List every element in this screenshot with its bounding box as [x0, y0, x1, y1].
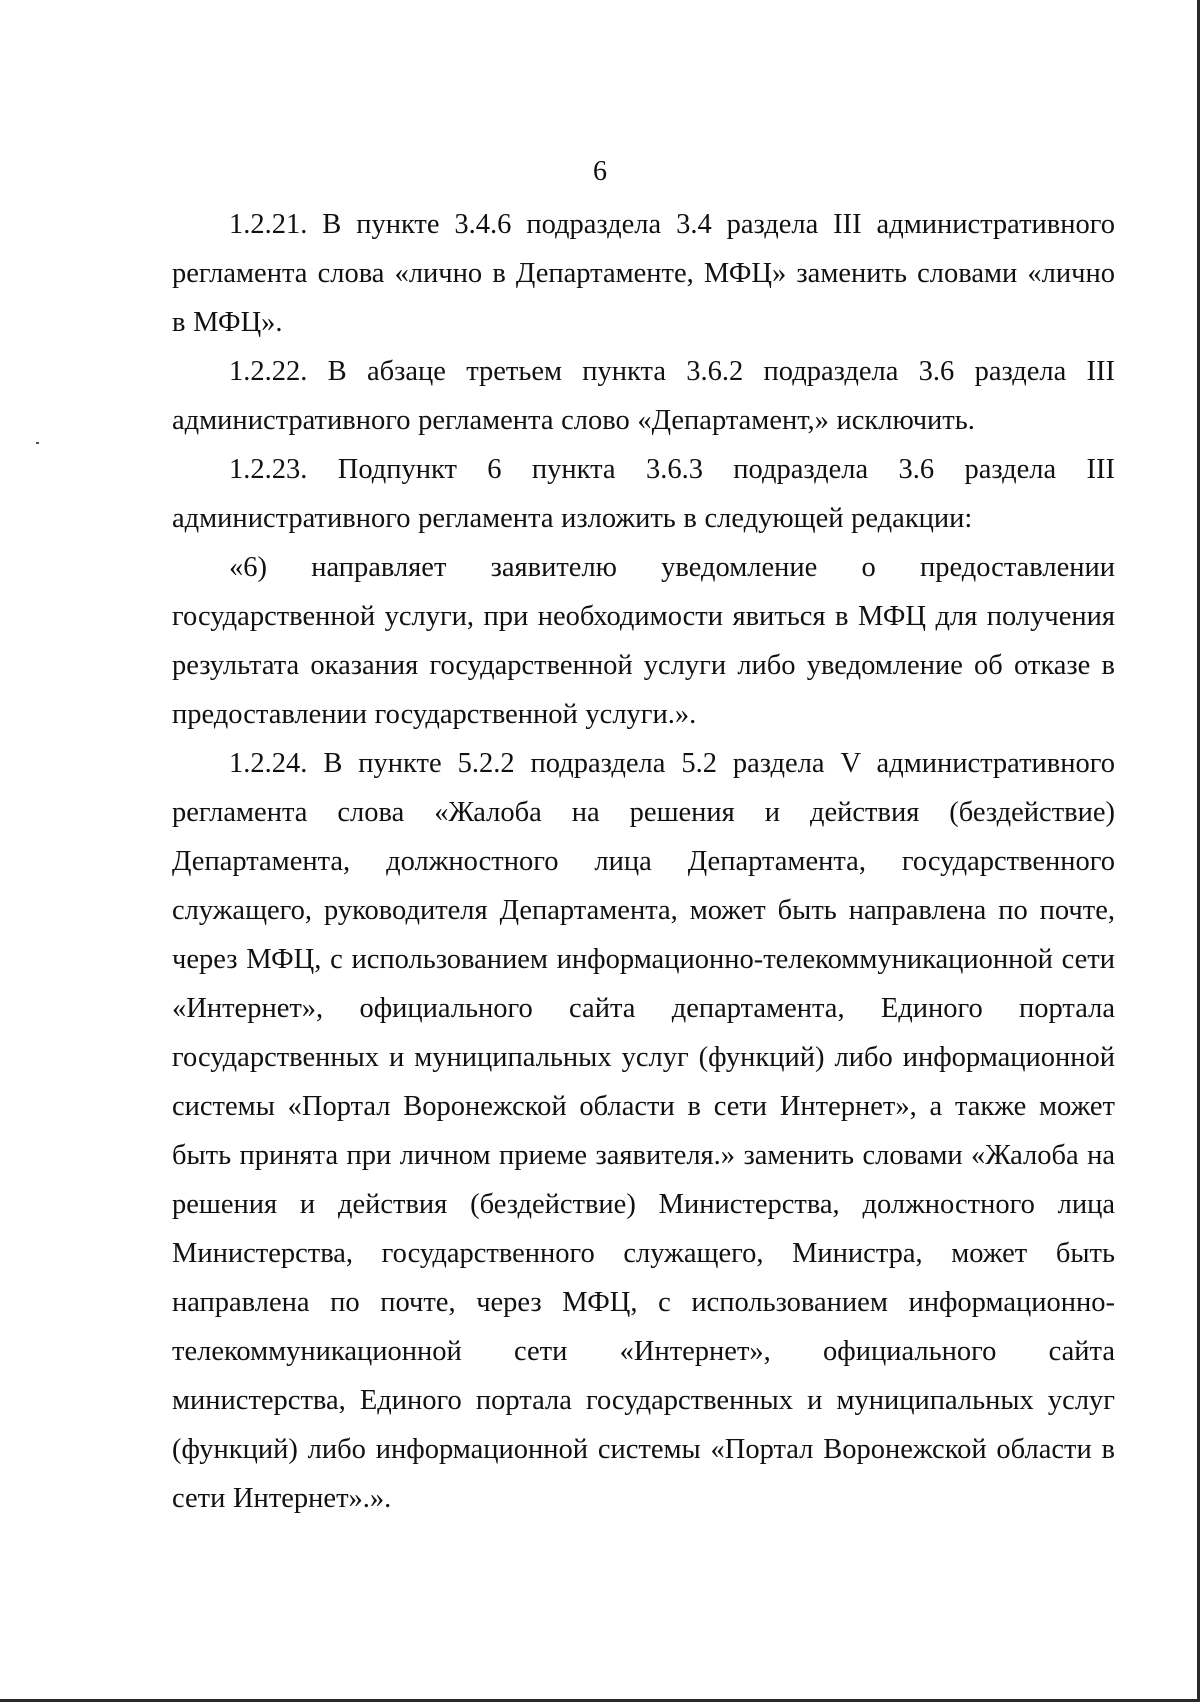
page-number: 6 — [593, 156, 607, 187]
paragraph-quoted-subitem-6: «6) направляет заявителю уведомление о предоставлении государственной услуги, при необходимости явиться в МФЦ для получения результата оказания государственной услуги либо уведомление об отказе в предоставлении государственной услуги.». — [172, 552, 1115, 730]
paragraph-1-2-22: 1.2.22. В абзаце третьем пункта 3.6.2 подраздела 3.6 раздела III административного регламента слово «Департамент,» исключить. — [172, 356, 1115, 436]
scan-artifact — [36, 442, 39, 444]
paragraph-1-2-23: 1.2.23. Подпункт 6 пункта 3.6.3 подраздела 3.6 раздела III административного регламента изложить в следующей редакции: — [172, 454, 1115, 534]
paragraph-1-2-21: 1.2.21. В пункте 3.4.6 подраздела 3.4 раздела III административного регламента слова «лично в Департаменте, МФЦ» заменить словами «лично в МФЦ». — [172, 209, 1115, 338]
paragraph-1-2-24: 1.2.24. В пункте 5.2.2 подраздела 5.2 раздела V административного регламента слова «Жалоба на решения и действия (бездействие) Департамента, должностного лица Департамента, государственного служащего, руководителя Департамента, может быть направлена по почте, через МФЦ, с использованием информационно-телекоммуникационной сети «Интернет», официального сайта департамента, Единого портала государственных и муниципальных услуг (функций) либо информационной системы «Портал Воронежской области в сети Интернет», а также может быть принята при личном приеме заявителя.» заменить словами «Жалоба на решения и действия (бездействие) Министерства, должностного лица Министерства, государственного служащего, Министра, может быть направлена по почте, через МФЦ, с использованием информационно-телекоммуникационной сети «Интернет», официального сайта министерства, Единого портала государственных и муниципальных услуг (функций) либо информационной системы «Портал Воронежской области в сети Интернет».». — [172, 748, 1115, 1514]
document-body — [172, 200, 1115, 1523]
